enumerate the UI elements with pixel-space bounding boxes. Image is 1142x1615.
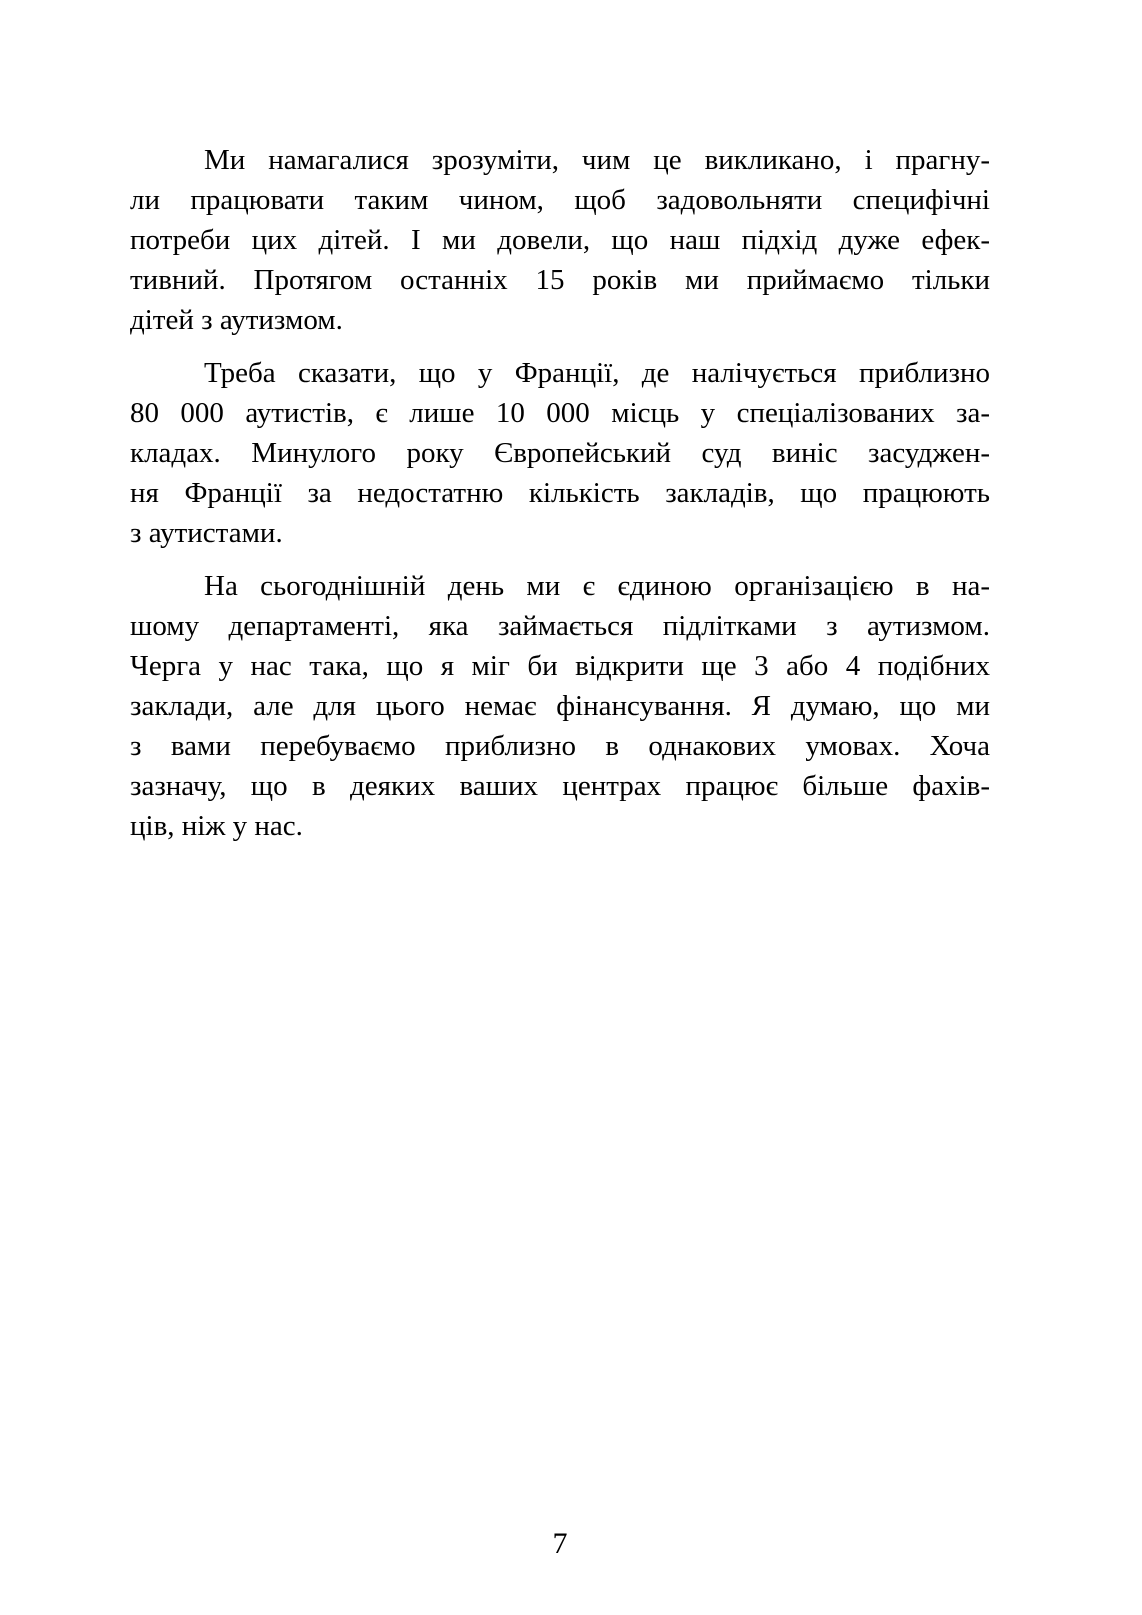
text-line: кладах. Минулого року Європейський суд виніс засуджен- [130,437,990,469]
paragraph [130,353,990,553]
text-line: тивний. Протягом останніх 15 років ми приймаємо тільки [130,264,990,296]
paragraph [130,140,990,340]
text-line: ли працювати таким чином, щоб задовольняти специфічні [130,184,990,216]
text-line: потреби цих дітей. І ми довели, що наш підхід дуже ефек- [130,224,990,256]
text-line: заклади, але для цього немає фінансування. Я думаю, що ми [130,690,990,722]
text-line: Треба сказати, що у Франції, де налічується приблизно [204,357,990,389]
text-line: дітей з аутизмом. [130,304,343,336]
text-line: Ми намагалися зрозуміти, чим це викликано, і прагну- [204,144,990,176]
text-line: з вами перебуваємо приблизно в однакових умовах. Хоча [130,730,990,762]
text-line: 80 000 аутистів, є лише 10 000 місць у спеціалізованих за- [130,397,990,429]
text-line: шому департаменті, яка займається підлітками з аутизмом. [130,610,990,642]
text-line: На сьогоднішній день ми є єдиною організацією в на- [204,570,990,602]
text-block [130,140,990,859]
text-line: з аутистами. [130,517,283,549]
page-number: 7 [552,1527,568,1560]
paragraph [130,566,990,846]
text-line: ців, ніж у нас. [130,810,303,842]
text-line: зазначу, що в деяких ваших центрах працює більше фахів- [130,770,990,802]
text-line: Черга у нас така, що я міг би відкрити ще 3 або 4 подібних [130,650,990,682]
text-line: ня Франції за недостатню кількість закладів, що працюють [130,477,990,509]
